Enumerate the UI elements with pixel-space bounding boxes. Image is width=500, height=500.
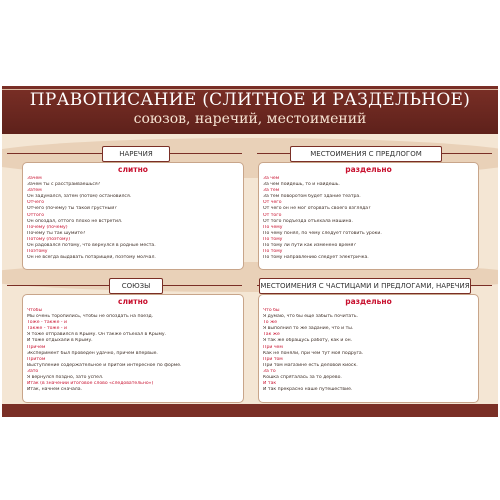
example-sentence: За чем пойдешь, то и найдешь. — [263, 182, 340, 188]
rule-word: Затем — [27, 188, 42, 194]
example-sentence: Он радовался потому, что вернулся в родные места. — [27, 243, 156, 249]
panel-title: раздельно — [345, 297, 392, 306]
example-sentence: И так прекрасно наше путешествие. — [263, 387, 353, 393]
poster-title: ПРАВОПИСАНИЕ (СЛИТНОЕ И РАЗДЕЛЬНОЕ) — [29, 90, 471, 110]
rule-word: Итак (в значении итоговое слово «следовательно») — [27, 381, 154, 387]
panel-pronouns-particles-separate — [258, 294, 479, 403]
panel-title: слитно — [118, 297, 148, 306]
example-sentence: По чему понял, по чему следует готовить уроки. — [263, 230, 382, 236]
example-sentence: Я вернулся поздно, зато успел. — [27, 375, 104, 381]
poster — [2, 86, 498, 417]
panel-conjunctions-together — [22, 294, 244, 403]
example-sentence: Итак, начнем сначала. — [27, 387, 82, 393]
rule-word: По чему — [263, 224, 283, 230]
rule-word: Оттого — [27, 212, 45, 218]
rule-word: От чего — [263, 200, 282, 206]
example-sentence: Я думаю, что бы еще забыть почитать. — [263, 314, 359, 320]
example-sentence: За тем поворотом будет здание театра. — [263, 194, 361, 200]
rule-word: От того — [263, 212, 282, 218]
example-sentence: Мы очень торопились, чтобы не опоздать на поезд. — [27, 314, 154, 320]
rule-list — [23, 308, 243, 393]
rule-word: Потому (поэтому) — [27, 236, 70, 242]
example-sentence: Я тоже отправился в Крыму. Он также отъехал в Крыму. — [27, 332, 167, 338]
example-sentence: От чего он не мог оторвать своего взгляда? — [263, 206, 371, 212]
example-sentence: Эксперимент был проведен удачно, причем впервые. — [27, 350, 158, 356]
example-sentence: Я выполнил то же задание, что и ты. — [263, 326, 354, 332]
rule-word: При том — [263, 356, 283, 362]
rule-list — [259, 176, 478, 261]
rule-word: За тем — [263, 188, 280, 194]
section-header-pronouns-particles: МЕСТОИМЕНИЯ С ЧАСТИЦАМИ И ПРЕДЛОГАМИ, НАРЕЧИЯ — [259, 278, 471, 294]
example-sentence: От того подъезда отъехала машина. — [263, 218, 353, 224]
rule-word: При чем — [263, 344, 283, 350]
rule-word: Так же — [263, 332, 280, 338]
rule-word: Поэтому — [27, 249, 48, 255]
example-sentence: Выступление содержательное и притом интересное по форме. — [27, 362, 182, 368]
rule-word: Зачем — [27, 176, 42, 181]
poster-subtitle: союзов, наречий, местоимений — [133, 111, 367, 127]
title-banner — [2, 86, 498, 134]
rule-word: За то — [263, 368, 276, 374]
panel-adverbs-together — [22, 162, 244, 270]
rule-word: Что бы — [263, 308, 280, 313]
section-header-pronouns-prep: МЕСТОИМЕНИЯ С ПРЕДЛОГОМ — [290, 146, 442, 162]
example-sentence: Зачем ты с расстраиваешься? — [27, 182, 101, 188]
footer-band — [2, 404, 498, 417]
example-sentence: Почему ты так шумите? — [27, 230, 86, 236]
example-sentence: Он задумался, затем (потом) остановился. — [27, 194, 132, 200]
panel-pronouns-prep-separate — [258, 162, 479, 270]
example-sentence: Как не поняли, при чем тут моя подруга. — [263, 350, 364, 356]
rule-word: Тоже - также - и — [27, 320, 67, 326]
example-sentence: Он опоздал, оттого плохо не встретил. — [27, 218, 123, 224]
rule-list — [259, 308, 478, 393]
rule-word: Притом — [27, 356, 46, 362]
example-sentence: Кошка спряталась за то дерево. — [263, 375, 342, 381]
rule-word: За чем — [263, 176, 280, 181]
rule-list — [23, 176, 243, 261]
section-header-conjunctions: СОЮЗЫ — [109, 278, 163, 294]
example-sentence: Он не всегда выдавать потарищей, поэтому молчал. — [27, 255, 156, 261]
rule-word: По тому — [263, 249, 283, 255]
rule-word: То же — [263, 320, 278, 326]
rule-word: Причем — [27, 344, 46, 350]
panel-title: раздельно — [345, 165, 392, 174]
panel-title: слитно — [118, 165, 148, 174]
rule-word: Также - тоже - и — [27, 326, 67, 332]
rule-word: И так — [263, 381, 277, 387]
example-sentence: Отчего (почему) ты такой грустный? — [27, 206, 117, 212]
rule-word: Отчего — [27, 200, 45, 206]
rule-word: Зато — [27, 368, 39, 374]
section-header-adverbs: НАРЕЧИЯ — [102, 146, 170, 162]
example-sentence: При том магазине есть деловой киоск. — [263, 362, 358, 368]
example-sentence: И тоже отдыхали в Крыму. — [27, 338, 93, 344]
rule-word: Чтобы — [27, 308, 43, 313]
example-sentence: По тому ли пути как изменено время? — [263, 243, 356, 249]
example-sentence: По тому направлению следует электричка. — [263, 255, 369, 261]
rule-word: По тому — [263, 236, 283, 242]
example-sentence: Я так же обращусь работу, как и он. — [263, 338, 353, 344]
rule-word: Почему (почему) — [27, 224, 68, 230]
